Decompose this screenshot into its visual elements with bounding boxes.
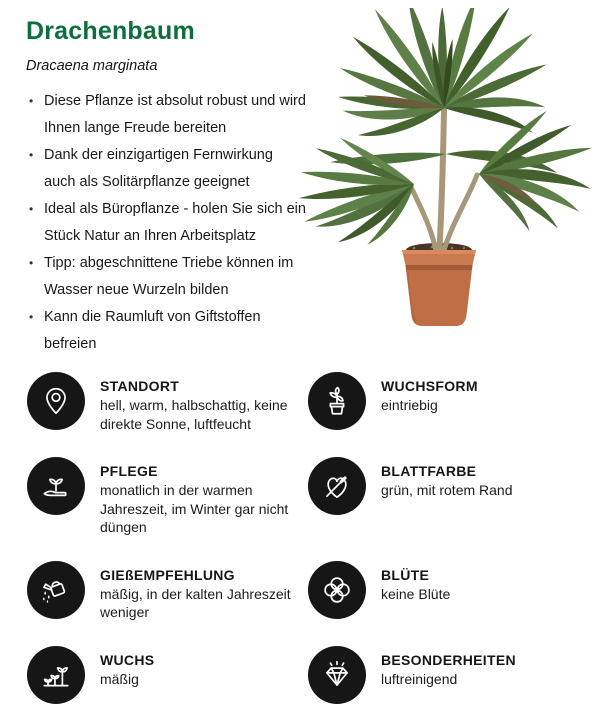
growth-sprouts-icon [27, 646, 85, 704]
feature-wuchsform [308, 372, 589, 433]
feature-bluete [308, 561, 589, 622]
feature-besonderheiten [308, 646, 589, 704]
leaf-paintbrush-icon [308, 457, 366, 515]
feature-blattfarbe [308, 457, 589, 537]
bullet-item: • Ideal als Büropflanze - holen Sie sich ein Stück Natur an Ihren Arbeitsplatz [28, 196, 306, 250]
plant-photo [296, 8, 596, 338]
bullet-item: • Diese Pflanze ist absolut robust und wird Ihnen lange Freude bereiten [28, 88, 306, 142]
feature-label: BLÜTE [381, 566, 430, 583]
diamond-icon [308, 646, 366, 704]
feature-label: BLATTFARBE [381, 463, 477, 479]
feature-description: mäßig [100, 670, 139, 687]
page-title: Drachenbaum [26, 17, 195, 45]
features-grid [27, 372, 589, 704]
feature-description: mäßig, in der kalten Jahreszeit weniger [100, 585, 291, 620]
feature-label: PFLEGE [100, 463, 158, 479]
feature-label: BESONDERHEITEN [381, 651, 516, 668]
feature-label: STANDORT [100, 378, 180, 394]
bullet-item: • Dank der einzigartigen Fernwirkung auch als Solitärpflanze geeignet [28, 142, 306, 196]
location-pin-icon [27, 372, 85, 430]
feature-label: WUCHS [100, 651, 155, 668]
feature-description: luftreinigend [381, 670, 458, 687]
feature-description: hell, warm, halbschattig, keine direkte Sonne, luftfeucht [100, 397, 288, 432]
flower-icon [308, 561, 366, 619]
feature-description: keine Blüte [381, 585, 451, 602]
bullet-item: • Kann die Raumluft von Giftstoffen befreien [28, 304, 306, 358]
feature-description: monatlich in der warmen Jahreszeit, im Winter gar nicht düngen [100, 482, 289, 535]
feature-label: GIEßEMPFEHLUNG [100, 566, 235, 583]
botanical-name: Dracaena marginata [26, 58, 158, 74]
feature-giessempfehlung [27, 561, 308, 622]
feature-standort [27, 372, 308, 433]
feature-wuchs [27, 646, 308, 704]
dracaena-plant-illustration [296, 8, 596, 338]
feature-description: eintriebig [381, 397, 438, 413]
feature-pflege [27, 457, 308, 537]
feature-label: WUCHSFORM [381, 378, 478, 394]
potted-plant-icon [308, 372, 366, 430]
header [26, 17, 195, 74]
bullet-item: • Tipp: abgeschnittene Triebe können im Wasser neue Wurzeln bilden [28, 250, 306, 304]
bullet-list [28, 88, 306, 358]
hand-sprout-icon [27, 457, 85, 515]
watering-can-icon [27, 561, 85, 619]
feature-description: grün, mit rotem Rand [381, 482, 513, 498]
